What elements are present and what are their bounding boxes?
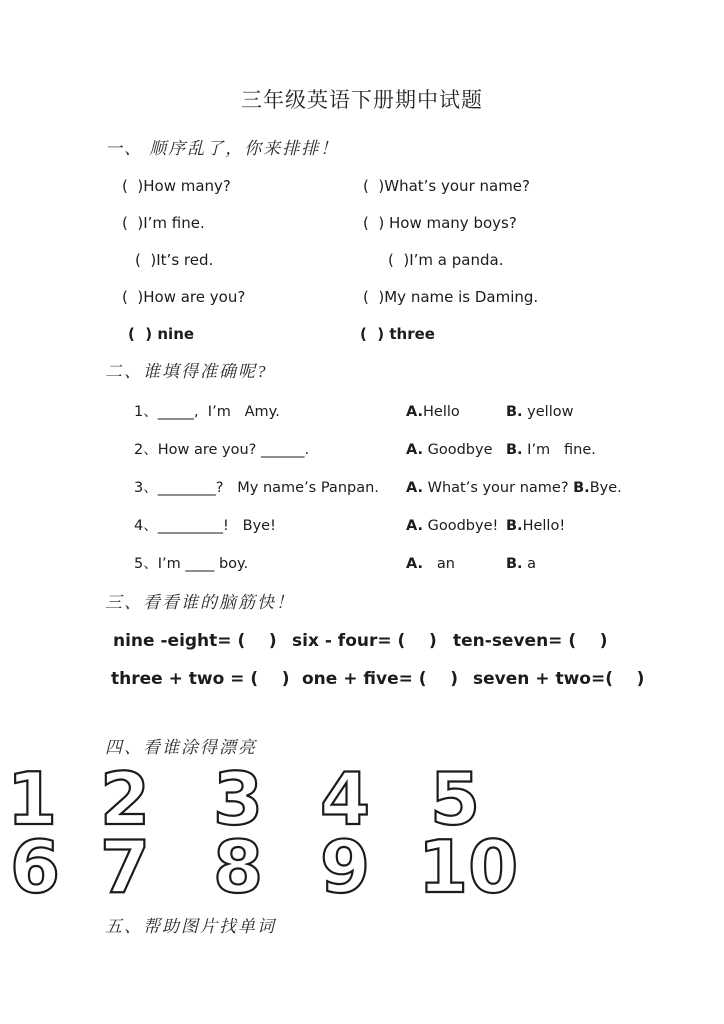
question-row xyxy=(0,478,724,498)
section-4-heading: 四、看谁涂得漂亮 xyxy=(105,738,257,757)
math-expression: nine -eight= ( ) xyxy=(113,631,277,651)
option-b: B. I’m fine. xyxy=(506,442,596,458)
question-text: 3、________? My name’s Panpan. xyxy=(134,480,379,496)
bubble-number-2: 2 xyxy=(100,757,151,841)
math-expression: seven + two=( ) xyxy=(473,669,645,689)
option-b: B.Hello! xyxy=(506,518,566,534)
sort-item: ( )What’s your name? xyxy=(363,177,530,195)
question-text: 2、How are you? ______. xyxy=(134,442,310,458)
option-b: B. yellow xyxy=(506,404,574,420)
section-3-math-list xyxy=(0,630,724,690)
bubble-number-6: 6 xyxy=(10,825,61,909)
sort-item: ( ) three xyxy=(360,325,435,343)
sort-item: ( )How are you? xyxy=(122,288,246,306)
option-a: A. What’s your name? xyxy=(406,480,574,496)
sort-row xyxy=(0,324,724,344)
section-3-heading: 三、看看谁的脑筋快！ xyxy=(105,593,295,612)
bubble-number-3: 3 xyxy=(213,757,264,841)
question-text: 5、I’m ____ boy. xyxy=(134,556,249,572)
coloring-numbers xyxy=(0,757,724,909)
sort-item: ( )I’m a panda. xyxy=(388,251,504,269)
bubble-number-8: 8 xyxy=(213,825,264,909)
bubble-number-10: 10 xyxy=(418,825,519,909)
math-expression: three + two = ( ) xyxy=(111,669,290,689)
section-2-question-list xyxy=(0,402,724,574)
sort-item: ( )My name is Daming. xyxy=(363,288,539,306)
question-text: 4、_________! Bye! xyxy=(134,518,276,534)
option-b: B.Bye. xyxy=(573,480,622,496)
option-a: A. Goodbye xyxy=(406,442,493,458)
sort-item: ( )I’m fine. xyxy=(122,214,205,232)
question-row xyxy=(0,440,724,460)
question-row xyxy=(0,402,724,422)
math-expression: one + five= ( ) xyxy=(302,669,458,689)
math-expression: six - four= ( ) xyxy=(292,631,437,651)
math-row xyxy=(0,630,724,652)
sort-row xyxy=(0,176,724,196)
sort-item: ( ) nine xyxy=(128,325,195,343)
bubble-number-5: 5 xyxy=(430,757,481,841)
section-5-heading: 五、帮助图片找单词 xyxy=(105,917,276,936)
sort-item: ( )How many? xyxy=(122,177,231,195)
sort-item: ( ) How many boys? xyxy=(363,214,517,232)
page-title: 三年级英语下册期中试题 xyxy=(241,88,483,112)
option-a: A. an xyxy=(406,556,455,572)
section-1-heading: 一、 顺序乱了，你来排排！ xyxy=(105,139,340,158)
question-text: 1、_____, I’m Amy. xyxy=(134,404,280,420)
question-row xyxy=(0,516,724,536)
sort-row xyxy=(0,287,724,307)
bubble-number-4: 4 xyxy=(320,757,371,841)
math-row xyxy=(0,668,724,690)
math-expression: ten-seven= ( ) xyxy=(453,631,608,651)
option-b: B. a xyxy=(506,556,537,572)
section-2-heading: 二、谁填得准确呢? xyxy=(105,362,268,381)
sort-item: ( )It’s red. xyxy=(135,251,214,269)
option-a: A.Hello xyxy=(406,404,460,420)
sort-row xyxy=(0,213,724,233)
bubble-number-9: 9 xyxy=(320,825,371,909)
bubble-number-7: 7 xyxy=(100,825,151,909)
option-a: A. Goodbye! xyxy=(406,518,499,534)
sort-row xyxy=(0,250,724,270)
bubble-number-1: 1 xyxy=(7,757,58,841)
section-1-sort-list xyxy=(0,176,724,344)
question-row xyxy=(0,554,724,574)
